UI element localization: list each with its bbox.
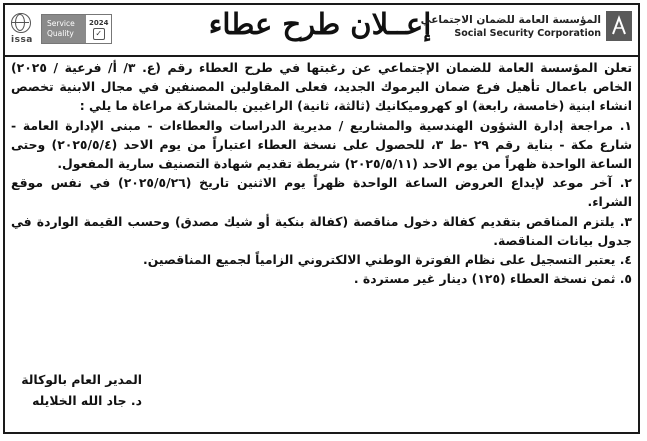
intro-paragraph: تعلن المؤسسة العامة للضمان الإجتماعي عن رغبتها في طرح العطاء رقم (ع. ٣/ أ/ فرعية / ٢٠٢٥) الخاص باعمال تأهيل فرع ضمان اليرموك الجديد، فعلى المقاولين المصنفين في مجال الابنية تخصص انشاء ابنية (خامسة، رابعة) او كهروميكانيك (ثالثة، ثانية) الراغبين بالمشاركة مراعاة ما يلي :	[11, 60, 633, 114]
organization-branding	[421, 11, 632, 41]
badge-year-block	[86, 15, 111, 43]
certification-logos	[11, 13, 112, 45]
condition-item-3: ٣. يلتزم المناقص بتقديم كفالة دخول مناقصة (كفالة بنكية أو شيك مصدق) وحسب القيمة الواردة في جدول بيانات المناقصة.	[11, 213, 632, 248]
service-quality-badge	[41, 14, 112, 44]
page-title: إعــلان طرح عطاء	[208, 7, 432, 41]
check-icon: ✓	[93, 28, 105, 40]
condition-item-1: ١. مراجعة إدارة الشؤون الهندسية والمشاريع / مديرية الدراسات والعطاءات - مبنى الإدارة العامة - شارع مكة - بناية رقم ٢٩ -ط ٣، للحصول على نسخة العطاء اعتباراً من يوم الاحد (٢٠٢٥/٥/٤) وحتى الساعة الواحدة ظهراً من يوم الاحد (٢٠٢٥/٥/١١) شريطة تقديم شهادة التصنيف سارية المفعول.	[11, 117, 633, 172]
issa-logo	[11, 13, 33, 45]
badge-label-line1: Service	[47, 19, 75, 28]
announcement-frame	[3, 3, 640, 434]
header-divider	[5, 55, 638, 57]
badge-label-line2: Quality	[47, 29, 74, 38]
globe-icon	[11, 13, 31, 33]
condition-item-4: ٤. يعتبر التسجيل على نظام الفوترة الوطني الالكتروني الزامياً لجميع المناقصين.	[142, 252, 632, 268]
badge-label	[42, 15, 86, 43]
organization-logo-icon	[606, 11, 632, 41]
header	[5, 5, 638, 53]
badge-year: 2024	[89, 18, 109, 27]
org-name-english: Social Security Corporation	[454, 27, 601, 39]
signature-block	[21, 369, 142, 411]
condition-item-2: ٢. آخر موعد لإيداع العروض الساعة الواحدة ظهراً يوم الاثنين تاريخ (٢٠٢٥/٥/٢٦) في نفس موقع الشراء.	[11, 175, 632, 210]
org-name-arabic: المؤسسة العامة للضمان الاجتماعي	[420, 13, 601, 26]
signatory-name: د. جاد الله الخلايله	[32, 393, 142, 408]
signatory-role: المدير العام بالوكالة	[21, 372, 142, 387]
condition-item-5: ٥. ثمن نسخة العطاء (١٢٥) دينار غير مستردة .	[353, 271, 632, 287]
announcement-body	[11, 58, 632, 288]
issa-label: issa	[11, 35, 33, 45]
